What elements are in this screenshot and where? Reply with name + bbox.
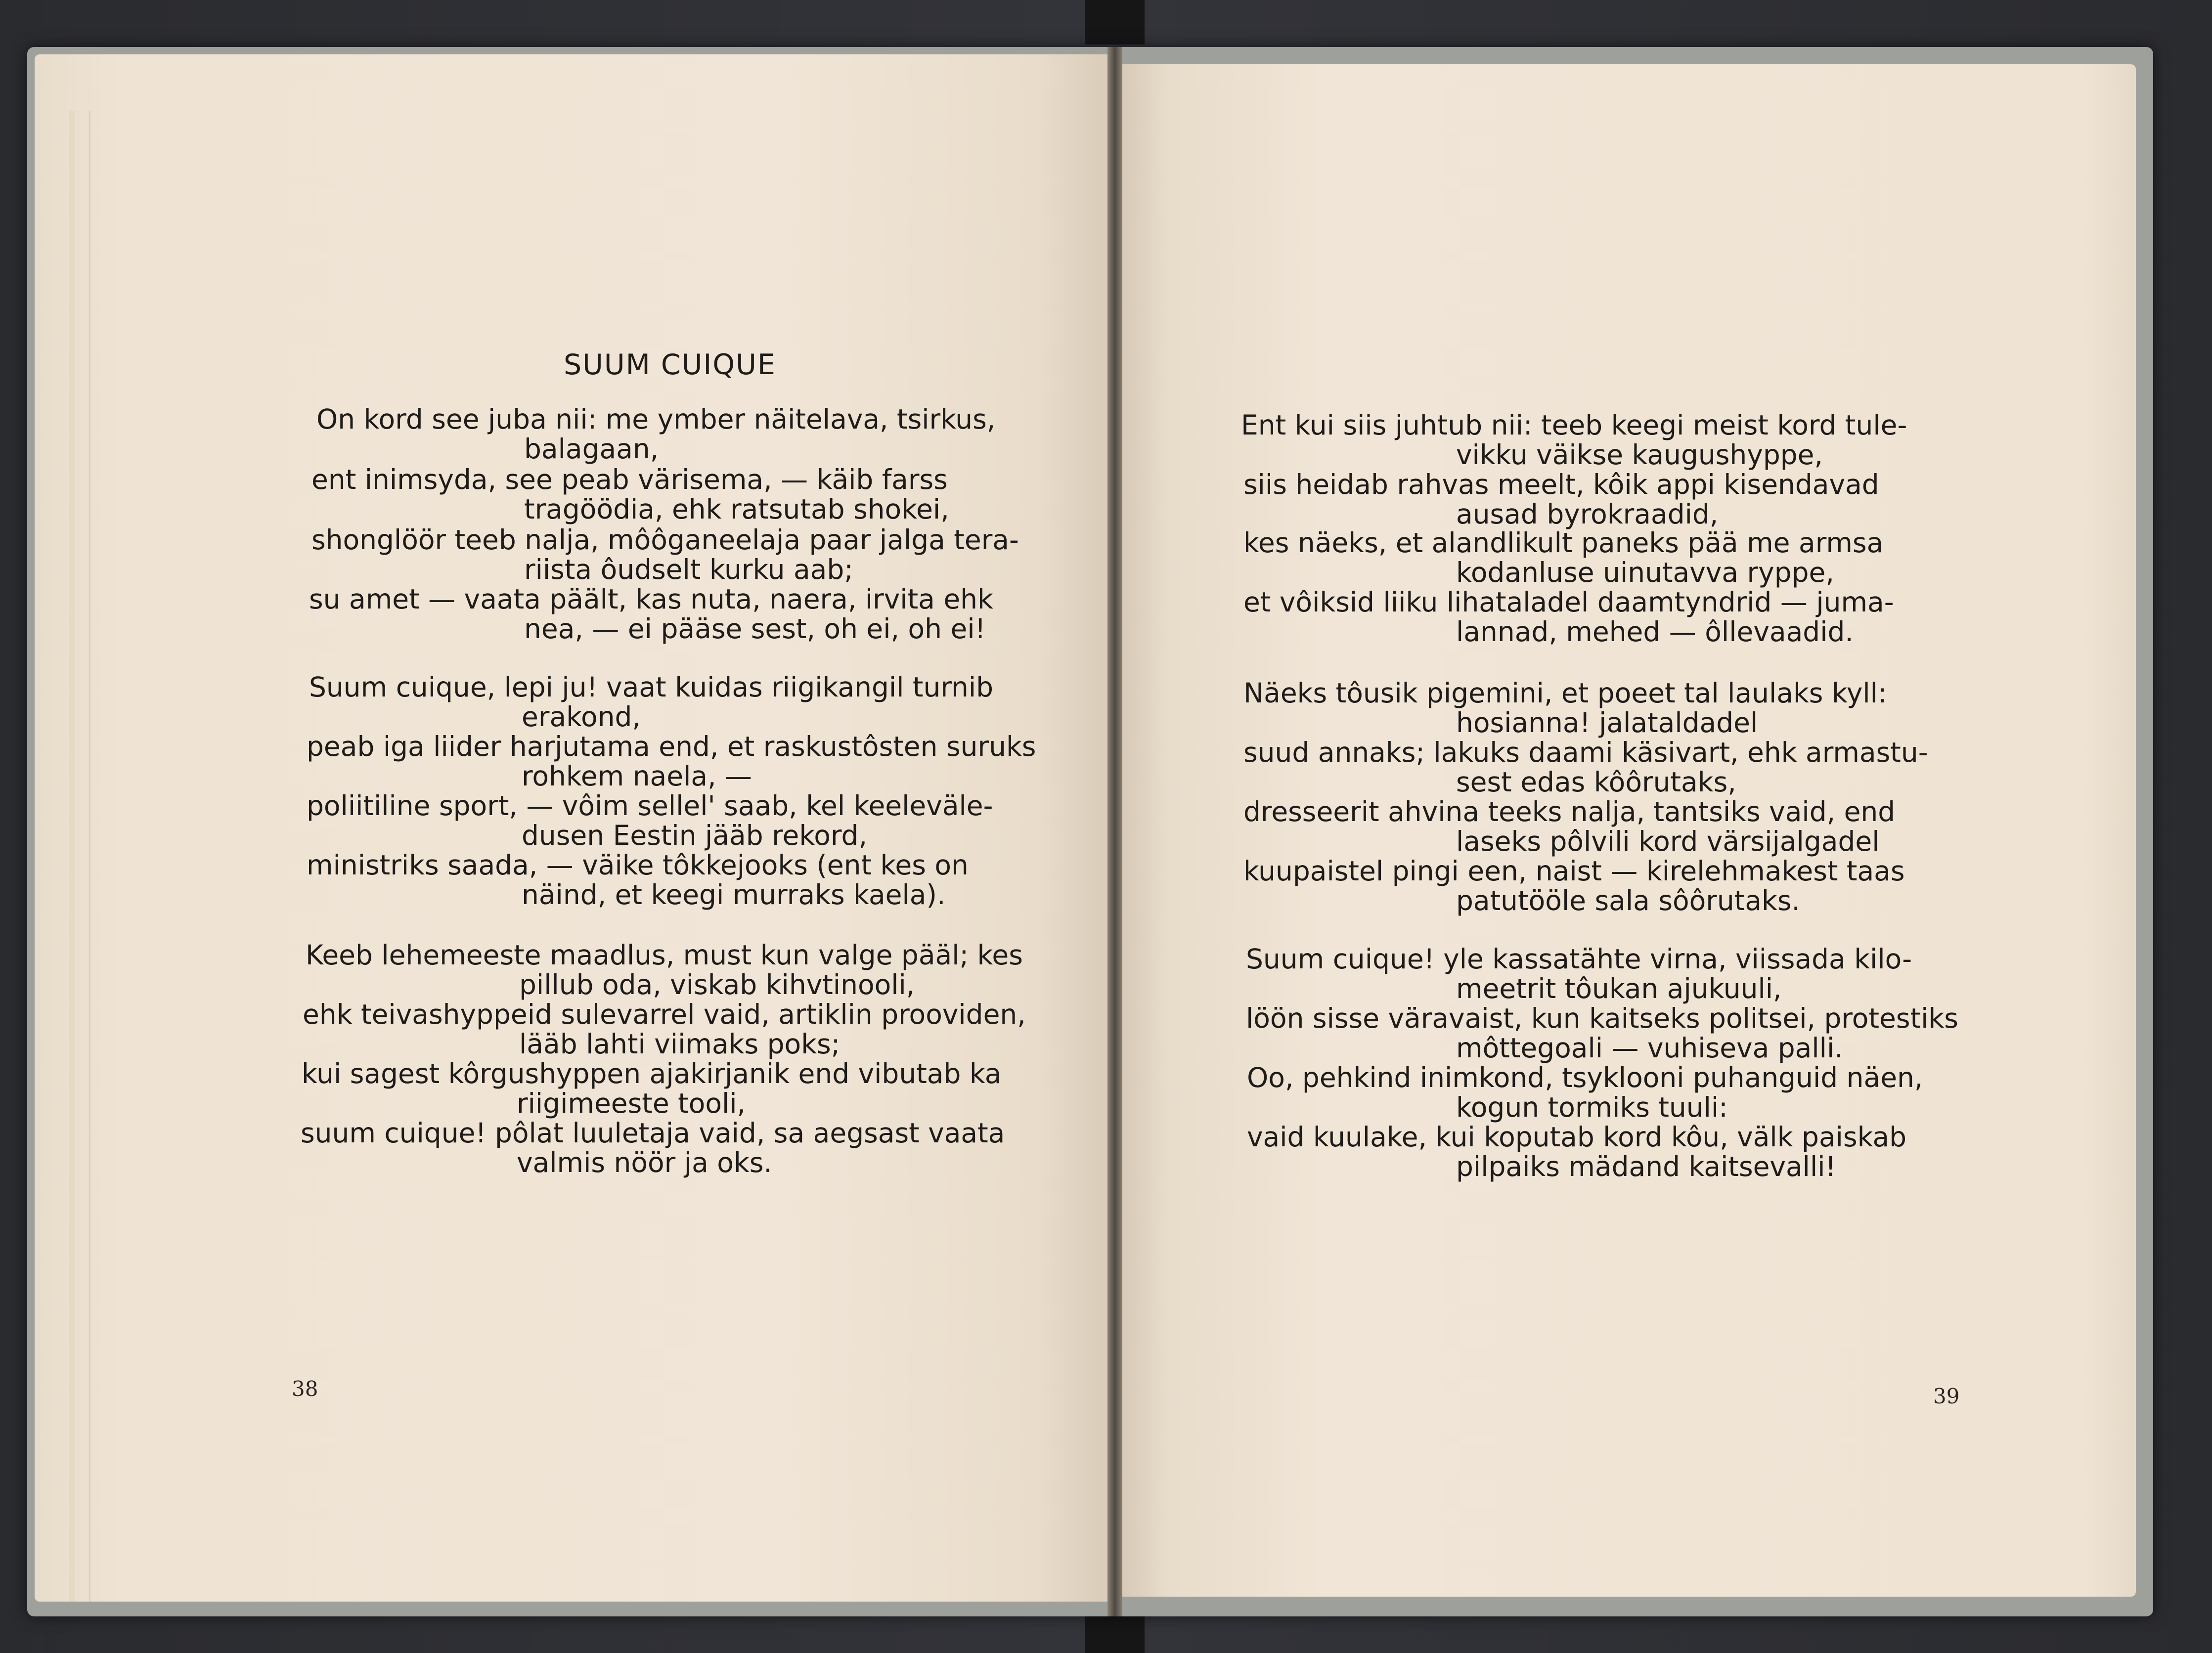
poem-line: lannad, mehed — ôllevaadid. bbox=[1456, 616, 1854, 648]
poem-line: kuupaistel pingi een, naist — kirelehmakest taas bbox=[1243, 855, 1905, 887]
poem-line: ehk teivashyppeid sulevarrel vaid, artiklin prooviden, bbox=[303, 999, 1026, 1030]
page-edges bbox=[69, 111, 90, 1602]
poem-line: Oo, pehkind inimkond, tsyklooni puhanguid näen, bbox=[1247, 1062, 1923, 1093]
poem-line: tragöödia, ehk ratsutab shokei, bbox=[524, 493, 949, 525]
poem-line: Keeb lehemeeste maadlus, must kun valge pääl; kes bbox=[306, 939, 1023, 971]
poem-line: dresseerit ahvina teeks nalja, tantsiks vaid, end bbox=[1243, 796, 1896, 827]
poem-line: vikku väikse kaugushyppe, bbox=[1456, 439, 1823, 471]
poem-line: Suum cuique, lepi ju! vaat kuidas riigikangil turnib bbox=[309, 671, 994, 703]
page-number-left: 38 bbox=[292, 1377, 318, 1401]
poem-line: ausad byrokraadid, bbox=[1456, 498, 1719, 530]
poem-line: nea, — ei pääse sest, oh ei, oh ei! bbox=[524, 613, 986, 645]
poem-line: et vôiksid liiku lihataladel daamtyndrid — juma- bbox=[1243, 586, 1894, 618]
poem-line: ent inimsyda, see peab värisema, — käib farss bbox=[311, 464, 948, 495]
poem-line: pilpaiks mädand kaitsevalli! bbox=[1456, 1151, 1836, 1182]
poem-line: pillub oda, viskab kihvtinooli, bbox=[519, 969, 915, 1000]
page-number-right: 39 bbox=[1933, 1384, 1960, 1408]
poem-line: sest edas kôôrutaks, bbox=[1456, 766, 1736, 798]
poem-line: rohkem naela, — bbox=[522, 760, 752, 792]
poem-line: suud annaks; lakuks daami käsivart, ehk armastu- bbox=[1243, 737, 1928, 768]
poem-line: ministriks saada, — väike tôkkejooks (ent kes on bbox=[307, 849, 969, 881]
poem-line: vaid kuulake, kui koputab kord kôu, välk paiskab bbox=[1247, 1121, 1907, 1153]
poem-line: peab iga liider harjutama end, et raskustôsten suruks bbox=[307, 731, 1036, 762]
poem-line: dusen Eestin jääb rekord, bbox=[522, 820, 867, 851]
poem-line: môttegoali — vuhiseva palli. bbox=[1456, 1032, 1843, 1064]
poem-line: kogun tormiks tuuli: bbox=[1456, 1091, 1728, 1123]
top-binding-clip bbox=[1085, 0, 1145, 44]
poem-title: SUUM CUIQUE bbox=[564, 348, 776, 381]
poem-line: shonglöör teeb nalja, môôganeelaja paar jalga tera- bbox=[311, 524, 1019, 556]
poem-line: riista ôudselt kurku aab; bbox=[524, 554, 853, 585]
poem-line: suum cuique! pôlat luuletaja vaid, sa aegsast vaata bbox=[301, 1117, 1005, 1149]
poem-line: laseks pôlvili kord värsijalgadel bbox=[1456, 826, 1880, 857]
poem-line: poliitiline sport, — vôim sellel' saab, kel keeleväle- bbox=[307, 790, 993, 822]
poem-line: patutööle sala sôôrutaks. bbox=[1456, 885, 1801, 916]
poem-line: lääb lahti viimaks poks; bbox=[519, 1028, 841, 1060]
poem-line: erakond, bbox=[522, 701, 641, 733]
book-spine bbox=[1107, 47, 1122, 1616]
poem-line: Ent kui siis juhtub nii: teeb keegi meist kord tule- bbox=[1241, 409, 1907, 441]
poem-line: hosianna! jalataldadel bbox=[1456, 707, 1758, 739]
poem-line: Näeks tôusik pigemini, et poeet tal laulaks kyll: bbox=[1243, 677, 1887, 709]
poem-line: kes näeks, et alandlikult paneks pää me armsa bbox=[1243, 527, 1884, 559]
poem-line: kodanluse uinutavva ryppe, bbox=[1456, 557, 1834, 588]
poem-line: kui sagest kôrgushyppen ajakirjanik end vibutab ka bbox=[302, 1058, 1002, 1089]
poem-line: siis heidab rahvas meelt, kôik appi kisendavad bbox=[1243, 469, 1879, 500]
poem-line: meetrit tôukan ajukuuli, bbox=[1456, 973, 1782, 1004]
poem-line: su amet — vaata päält, kas nuta, naera, irvita ehk bbox=[309, 583, 993, 615]
poem-line: löön sisse väravaist, kun kaitseks politsei, protestiks bbox=[1246, 1002, 1958, 1034]
poem-line: On kord see juba nii: me ymber näitelava, tsirkus, bbox=[316, 403, 996, 435]
poem-line: valmis nöör ja oks. bbox=[517, 1147, 772, 1178]
poem-line: balagaan, bbox=[524, 433, 659, 465]
poem-line: riigimeeste tooli, bbox=[517, 1088, 746, 1119]
poem-line: Suum cuique! yle kassatähte virna, viissada kilo- bbox=[1246, 943, 1912, 975]
bottom-binding-clip bbox=[1085, 1616, 1145, 1653]
poem-line: näind, et keegi murraks kaela). bbox=[522, 879, 946, 911]
